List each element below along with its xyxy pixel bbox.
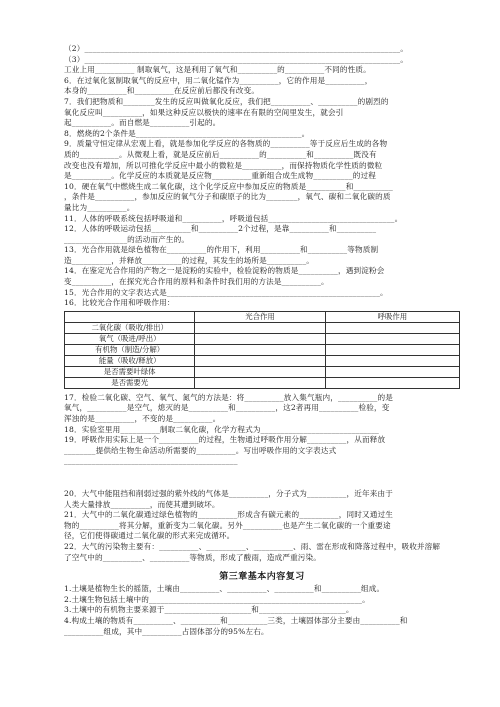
table-row-label: 有机物（制造/分解） xyxy=(65,344,195,355)
table-row xyxy=(65,355,460,366)
question-line: 质的__________。从微观上看，就是反应前后__________的__________和__________既没有 xyxy=(64,149,377,159)
table-row-label: 是否需要叶绿体 xyxy=(65,366,195,377)
question-line: 是__________。化学反应的本质就是反应物__________重新组合成生成物__________的过程 xyxy=(64,171,376,181)
question-line: 2.土壤生物包括土壤中的______________________________________________________。 xyxy=(64,594,370,604)
question-line: 径，它们使得碳通过二氧化碳的形式来完成循环。 xyxy=(64,531,235,541)
question-line: 1.土壤是植物生长的摇篮，土壤由__________、__________、__________和__________组成。 xyxy=(64,584,385,594)
section-chapter3-review xyxy=(64,584,460,637)
table-row xyxy=(65,366,460,377)
table-cell-blank[interactable] xyxy=(195,322,325,333)
question-line: 造__________，并释放__________的过程，其发生的场所是__________。 xyxy=(64,255,315,265)
table-cell-blank[interactable] xyxy=(195,333,325,344)
table-row-label: 能量（吸收/释放） xyxy=(65,355,195,366)
question-line: 人类大量排放__________，而使其遭到破坏。 xyxy=(64,499,220,509)
table-cell-blank[interactable] xyxy=(325,366,459,377)
question-line: 氧气，__________是空气，熄灭的是__________和__________，这2者再用__________检验，变 xyxy=(64,403,390,413)
question-line: 10．硬在氧气中燃烧生成二氧化碳，这个化学反应中参加反应的物质是__________和__________ xyxy=(64,181,393,191)
question-line: 7．我们把物质和________发生的反应叫做氧化反应，我们把__________、__________的剧烈的 xyxy=(64,96,389,106)
question-line: 16．比较光合作用和呼吸作用： xyxy=(64,298,175,308)
question-line: 量比为__________。 xyxy=(64,202,135,212)
answer-space xyxy=(64,467,460,489)
question-line: 9．质量守恒定律从宏观上看，就是参加化学反应的各物质的__________等于反应后生成的各物 xyxy=(64,139,388,149)
table-cell-blank[interactable] xyxy=(325,333,459,344)
table-cell-blank[interactable] xyxy=(195,366,325,377)
question-line: 11．人体的呼吸系统包括呼吸道和__________，呼吸道包括________________________________。 xyxy=(64,213,403,223)
table-row xyxy=(65,322,460,333)
question-line: __________组成，其中__________占固体部分的95%左右。 xyxy=(64,626,269,636)
table-header-row xyxy=(65,311,460,322)
table-cell-blank[interactable] xyxy=(325,377,459,388)
question-line: 15．光合作用的文字表达式是______________________________________________________。 xyxy=(64,287,388,297)
question-line: 20．大气中能阻挡和削弱过强的紫外线的气体是__________，分子式为__________，近年来由于 xyxy=(64,489,393,498)
question-line: 浑浊的是__________，不变的是__________。 xyxy=(64,414,221,424)
table-cell-blank[interactable] xyxy=(325,355,459,366)
table-row xyxy=(65,333,460,344)
question-line: 12．人体的呼吸运动包括__________和__________2个过程，是靠__________和__________ xyxy=(64,224,377,234)
table-cell-blank[interactable] xyxy=(195,355,325,366)
question-line: （3）________________________________________________________________________________。 xyxy=(64,54,408,64)
section-questions-20-22 xyxy=(64,489,460,563)
question-line: 8．燃烧的2个条件是__________________________________________。 xyxy=(64,128,310,138)
question-line: 了空气中的__________、__________等物质，形成了酸雨，造成严重污染。 xyxy=(64,552,322,562)
table-row-label: 是否需要光 xyxy=(65,377,195,388)
question-line: 4.构成土壤的物质有__________、__________和__________三类，土壤固体部分主要由__________和 xyxy=(64,615,408,625)
question-line: 工业上用__________ 制取氧气，这是利用了氧气和__________的__________不同的性质。 xyxy=(64,65,371,75)
question-line: 变__________，在探究光合作用的原料和条件时我们用的方法是__________。 xyxy=(64,277,329,287)
section-questions-1-16 xyxy=(64,44,460,309)
table-row-label: 二氧化碳（吸收/排出） xyxy=(65,322,195,333)
question-line: 14．在鉴定光合作用的产物之一是淀粉的实验中，检验淀粉的物质是__________，遇到淀粉会 xyxy=(64,266,385,276)
question-line: 本身的__________和__________在反应前后都没有改变。 xyxy=(64,86,260,96)
question-line: （2）________________________________________________________________________________。 xyxy=(64,44,408,53)
question-line: 18．实验室里用__________制取二氧化碳，化学方程式为______________________________ xyxy=(64,424,379,434)
table-row xyxy=(65,377,460,388)
table-row xyxy=(65,344,460,355)
table-cell-blank[interactable] xyxy=(195,344,325,355)
question-line: 3.土壤中的有机物主要来源于______________________和______________________。 xyxy=(64,605,354,615)
question-line: 13．光合作用就是绿色植物在__________的作用下，利用__________和__________等物质制 xyxy=(64,245,379,255)
question-line: 17．检验二氧化碳、空气、氧气、氮气的方法是：将__________放入集气瓶内，__________的是 xyxy=(64,392,393,402)
comparison-table xyxy=(64,311,460,389)
question-line: ________提供给生物生命活动所需要的__________。写出呼吸作用的文字表达式 xyxy=(64,445,337,455)
table-header-cell xyxy=(65,311,195,322)
table-row-label: 氧气（吸进/呼出） xyxy=(65,333,195,344)
question-line: ____________________________________________ xyxy=(64,456,238,466)
question-line: 氧化反应叫__________，如果这种反应以极快的速率在有限的空间里发生，就会引 xyxy=(64,107,344,117)
question-line: 19．呼吸作用实际上是一个__________的过程，生物通过呼吸作用分解__________，从而释放 xyxy=(64,435,386,445)
question-line: 22．大气的污染物主要有：__________、__________、__________、雨、雷在形成和降落过程中，吸收并溶解 xyxy=(64,541,441,551)
question-line: 物的__________将其分解，重新变为二氧化碳。另外__________也是产生二氧化碳的一个重要途 xyxy=(64,520,391,530)
chapter-heading: 第三章基本内容复习 xyxy=(219,572,305,583)
section-questions-17-19 xyxy=(64,393,460,467)
table-cell-blank[interactable] xyxy=(195,377,325,388)
table-header-cell: 呼吸作用 xyxy=(325,311,459,322)
question-line: 6．在过氧化氢制取氧气的反应中，用二氧化锰作为__________，它的作用是__________， xyxy=(64,75,373,85)
question-line: 起__________。而自燃是__________引起的。 xyxy=(64,118,221,128)
question-line: 改变也没有增加，所以可推化学反应中最小的微粒是__________，而保持物质化学性质的微粒 xyxy=(64,160,383,170)
table-header-cell: 光合作用 xyxy=(195,311,325,322)
question-line: ________________的活动而产生的。 xyxy=(64,234,190,244)
question-line: 21．大气中的二氧化碳通过绿色植物的__________形成含有碳元素的__________，同时又通过生 xyxy=(64,510,393,520)
question-line: ，条件是__________，参加反应的氧气分子和碳原子的比为________，氧气、碳和二氧化碳的质 xyxy=(64,192,391,202)
table-cell-blank[interactable] xyxy=(325,322,459,333)
table-cell-blank[interactable] xyxy=(325,344,459,355)
